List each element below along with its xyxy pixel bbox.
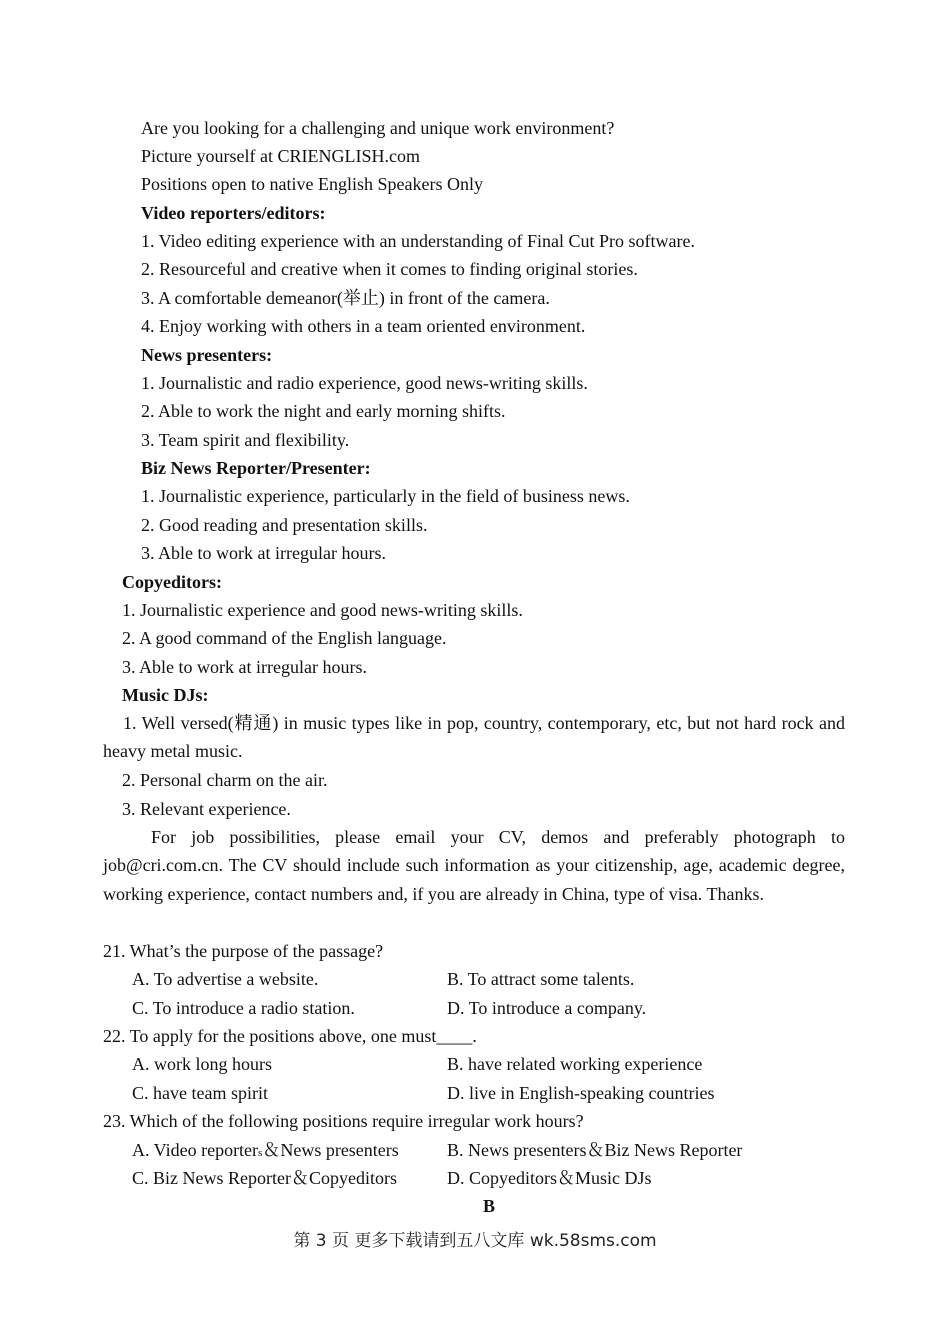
q22-option-c: C. have team spirit: [132, 1083, 268, 1103]
biz-heading: Biz News Reporter/Presenter:: [141, 458, 371, 478]
q23-option-c: C. Biz News Reporter＆Copyeditors: [132, 1168, 397, 1188]
news-item-3: 3. Team spirit and flexibility.: [141, 430, 350, 450]
video-item-2: 2. Resourceful and creative when it comes to finding original stories.: [141, 259, 638, 279]
q21-stem: 21. What’s the purpose of the passage?: [103, 941, 384, 961]
video-heading: Video reporters/editors:: [141, 203, 326, 223]
q21-option-c: C. To introduce a radio station.: [132, 998, 355, 1018]
copy-heading: Copyeditors:: [122, 572, 222, 592]
intro-line-2: Picture yourself at CRIENGLISH.com: [141, 146, 420, 166]
news-heading: News presenters:: [141, 345, 273, 365]
dj-item-2: 2. Personal charm on the air.: [122, 770, 328, 790]
dj-heading: Music DJs:: [122, 685, 209, 705]
q23-stem: 23. Which of the following positions require irregular work hours?: [103, 1111, 584, 1131]
intro-line-3: Positions open to native English Speakers Only: [141, 174, 483, 194]
q21-option-b: B. To attract some talents.: [447, 969, 635, 989]
q23-option-a-post: ＆News presenters: [262, 1140, 399, 1160]
copy-item-3: 3. Able to work at irregular hours.: [122, 657, 367, 677]
dj-item-1: 1. Well versed(精通) in music types like in pop, country, contemporary, etc, but not hard rock and heavy metal music.: [103, 713, 845, 762]
q22-option-d: D. live in English-speaking countries: [447, 1083, 715, 1103]
section-b-heading: B: [482, 1196, 495, 1216]
q21-option-a: A. To advertise a website.: [132, 969, 319, 989]
q22-option-b: B. have related working experience: [447, 1054, 703, 1074]
q23-option-a-s: s: [258, 1147, 263, 1159]
q22-stem: 22. To apply for the positions above, one must____.: [103, 1026, 477, 1046]
page-footer: 第 3 页 更多下载请到五八文库 wk.58sms.com: [293, 1231, 657, 1251]
video-item-4: 4. Enjoy working with others in a team oriented environment.: [141, 316, 586, 336]
video-item-3: 3. A comfortable demeanor(举止) in front of the camera.: [141, 288, 550, 308]
closing-paragraph: For job possibilities, please email your CV, demos and preferably photograph to job@cri.com.cn. The CV should include such information as your citizenship, age, academic degree, working experience, contact numbers and, if you are already in China, type of visa. Thanks.: [103, 827, 845, 904]
news-item-2: 2. Able to work the night and early morning shifts.: [141, 401, 506, 421]
q23-option-a: [132, 1136, 399, 1167]
news-item-1: 1. Journalistic and radio experience, good news-writing skills.: [141, 373, 588, 393]
q23-option-a-pre: A. Video reporter: [132, 1140, 259, 1160]
copy-item-1: 1. Journalistic experience and good news-writing skills.: [122, 600, 523, 620]
q21-option-d: D. To introduce a company.: [447, 998, 647, 1018]
intro-line-1: Are you looking for a challenging and unique work environment?: [141, 118, 615, 138]
copy-item-2: 2. A good command of the English language.: [122, 628, 447, 648]
q23-option-d: D. Copyeditors＆Music DJs: [447, 1168, 652, 1188]
biz-item-2: 2. Good reading and presentation skills.: [141, 515, 428, 535]
q22-option-a: A. work long hours: [132, 1054, 272, 1074]
dj-item-3: 3. Relevant experience.: [122, 799, 291, 819]
biz-item-1: 1. Journalistic experience, particularly in the field of business news.: [141, 486, 630, 506]
biz-item-3: 3. Able to work at irregular hours.: [141, 543, 386, 563]
q23-option-b: B. News presenters＆Biz News Reporter: [447, 1140, 743, 1160]
video-item-1: 1. Video editing experience with an understanding of Final Cut Pro software.: [141, 231, 695, 251]
